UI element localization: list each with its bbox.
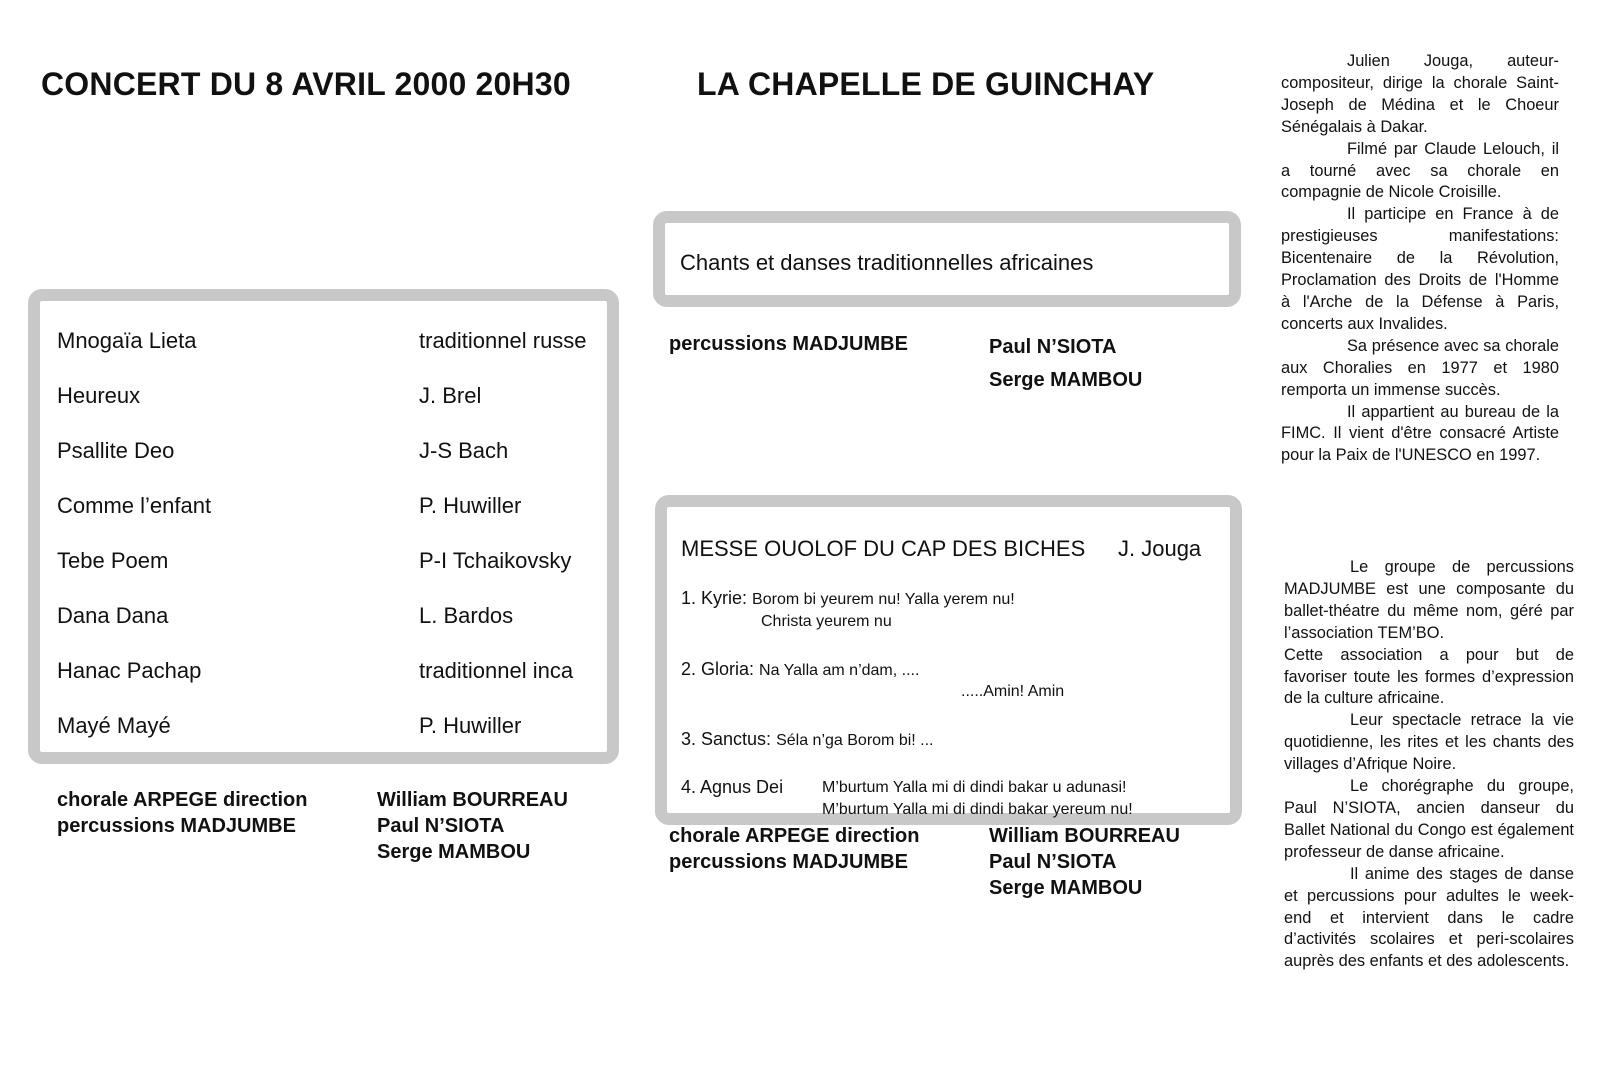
chants-names: [989, 331, 1142, 397]
concert-title: CONCERT DU 8 AVRIL 2000 20H30: [41, 66, 571, 102]
program-list: [57, 301, 607, 751]
mass-part-label: 1. Kyrie:: [681, 588, 748, 608]
credit-role-percussion: percussions MADJUMBE: [57, 815, 296, 837]
work-composer: J. Brel: [419, 383, 482, 408]
bio-paragraph: Sa présence avec sa chorale aux Choralies en 1977 et 1980 remporta un immense succès.: [1281, 336, 1559, 399]
credit-name: William BOURREAU: [989, 825, 1180, 847]
credits-left-names: [377, 787, 568, 865]
bio-madjumbe: [1284, 557, 1574, 973]
work-composer: P. Huwiller: [419, 713, 522, 738]
bio-paragraph: Leur spectacle retrace la vie quotidienne, les rites et les chants des villages d’Afrique Noire.: [1284, 711, 1574, 774]
mass-part-text: M’burtum Yalla mi di dindi bakar u adunasi!: [822, 779, 1127, 796]
credit-name: William BOURREAU: [377, 789, 568, 811]
credit-name: Serge MAMBOU: [377, 841, 531, 863]
work-title: Dana Dana: [57, 603, 169, 628]
work-composer: traditionnel russe: [419, 328, 587, 353]
credit-role-choir: chorale ARPEGE direction: [669, 825, 920, 847]
mass-part-label: 3. Sanctus:: [681, 729, 772, 749]
bio-paragraph: Il participe en France à de prestigieuses manifestations: Bicentenaire de la Révolution, Proclamation des Droits de l'Homme à l'Arche de la Défense à Paris, concerts aux Invalides.: [1281, 205, 1559, 333]
bio-paragraph: Cette association a pour but de favoriser toute les formes d’expression de la culture africaine.: [1284, 645, 1574, 708]
work-title: Tebe Poem: [57, 548, 169, 573]
bio-paragraph: Le groupe de percussions MADJUMBE est une composante du ballet-théatre du même nom, géré par l’association TEM’BO.: [1284, 558, 1574, 642]
program-item: [57, 493, 607, 523]
mass-box: [655, 495, 1242, 825]
program-item: [57, 383, 607, 413]
chants-role: percussions MADJUMBE: [669, 333, 908, 355]
mass-part-subline: M’burtum Yalla mi di dindi bakar yereum nu!: [822, 801, 1133, 818]
program-item: [57, 713, 607, 743]
work-title: Mnogaïa Lieta: [57, 328, 197, 353]
credit-role-choir: chorale ARPEGE direction: [57, 789, 308, 811]
bio-paragraph: Filmé par Claude Lelouch, il a tourné avec sa chorale en compagnie de Nicole Croisille.: [1281, 139, 1559, 202]
work-title: Heureux: [57, 383, 141, 408]
work-title: Psallite Deo: [57, 438, 175, 463]
work-title: Mayé Mayé: [57, 713, 171, 738]
credits-right-roles: [669, 823, 919, 875]
program-item: [57, 438, 607, 468]
work-composer: L. Bardos: [419, 603, 514, 628]
program-item: [57, 548, 607, 578]
credit-name: Paul N’SIOTA: [989, 851, 1117, 873]
mass-part-text: Séla n’ga Borom bi! ...: [776, 732, 934, 749]
work-composer: P. Huwiller: [419, 493, 522, 518]
mass-part-subline: Christa yeurem nu: [761, 613, 892, 630]
work-composer: J-S Bach: [419, 438, 509, 463]
credit-name: Serge MAMBOU: [989, 877, 1143, 899]
chants-box: [653, 211, 1241, 307]
program-item: [57, 603, 607, 633]
mass-part: [681, 659, 919, 680]
chants-title: Chants et danses traditionnelles africaines: [680, 250, 1094, 275]
bio-paragraph: Il appartient au bureau de la FIMC. Il vient d'être consacré Artiste pour la Paix de l'UNESCO en 1997.: [1281, 402, 1559, 465]
work-composer: traditionnel inca: [419, 658, 574, 683]
credit-name: Serge MAMBOU: [989, 369, 1143, 391]
bio-paragraph: Le chorégraphe du groupe, Paul N’SIOTA, ancien danseur du Ballet National du Congo est également professeur de danse africaine.: [1284, 777, 1574, 861]
bio-paragraph: Julien Jouga, auteur-compositeur, dirige la chorale Saint-Joseph de Médina et le Choeur Sénégalais à Dakar.: [1281, 52, 1559, 136]
mass-part: [681, 777, 783, 798]
work-title: Comme l’enfant: [57, 493, 212, 518]
program-box: [28, 289, 619, 764]
credit-name: Paul N’SIOTA: [377, 815, 505, 837]
bio-paragraph: Il anime des stages de danse et percussions pour adultes le week-end et intervient dans le cadre d’activités scolaires et peri-scolaires auprès des enfants et des adolescents.: [1284, 864, 1574, 971]
credits-left-roles: [57, 787, 307, 839]
credits-right-names: [989, 823, 1180, 901]
mass-composer: J. Jouga: [1118, 536, 1202, 561]
work-title: Hanac Pachap: [57, 658, 202, 683]
mass-part-subline: .....Amin! Amin: [961, 683, 1065, 700]
program-item: [57, 328, 607, 358]
mass-part-label: 2. Gloria:: [681, 659, 755, 679]
program-item: [57, 658, 607, 688]
mass-part-text: Na Yalla am n’dam, ....: [759, 662, 920, 679]
mass-part-text: Borom bi yeurem nu! Yalla yerem nu!: [752, 591, 1015, 608]
mass-part-label: 4. Agnus Dei: [681, 777, 784, 797]
work-composer: P-I Tchaikovsky: [419, 548, 572, 573]
mass-part: [681, 588, 1015, 609]
mass-part: [681, 729, 934, 750]
credit-role-percussion: percussions MADJUMBE: [669, 851, 908, 873]
venue-title: LA CHAPELLE DE GUINCHAY: [697, 66, 1155, 102]
credit-name: Paul N’SIOTA: [989, 336, 1117, 358]
mass-title: MESSE OUOLOF DU CAP DES BICHES: [681, 536, 1086, 561]
bio-jouga: [1281, 51, 1559, 467]
